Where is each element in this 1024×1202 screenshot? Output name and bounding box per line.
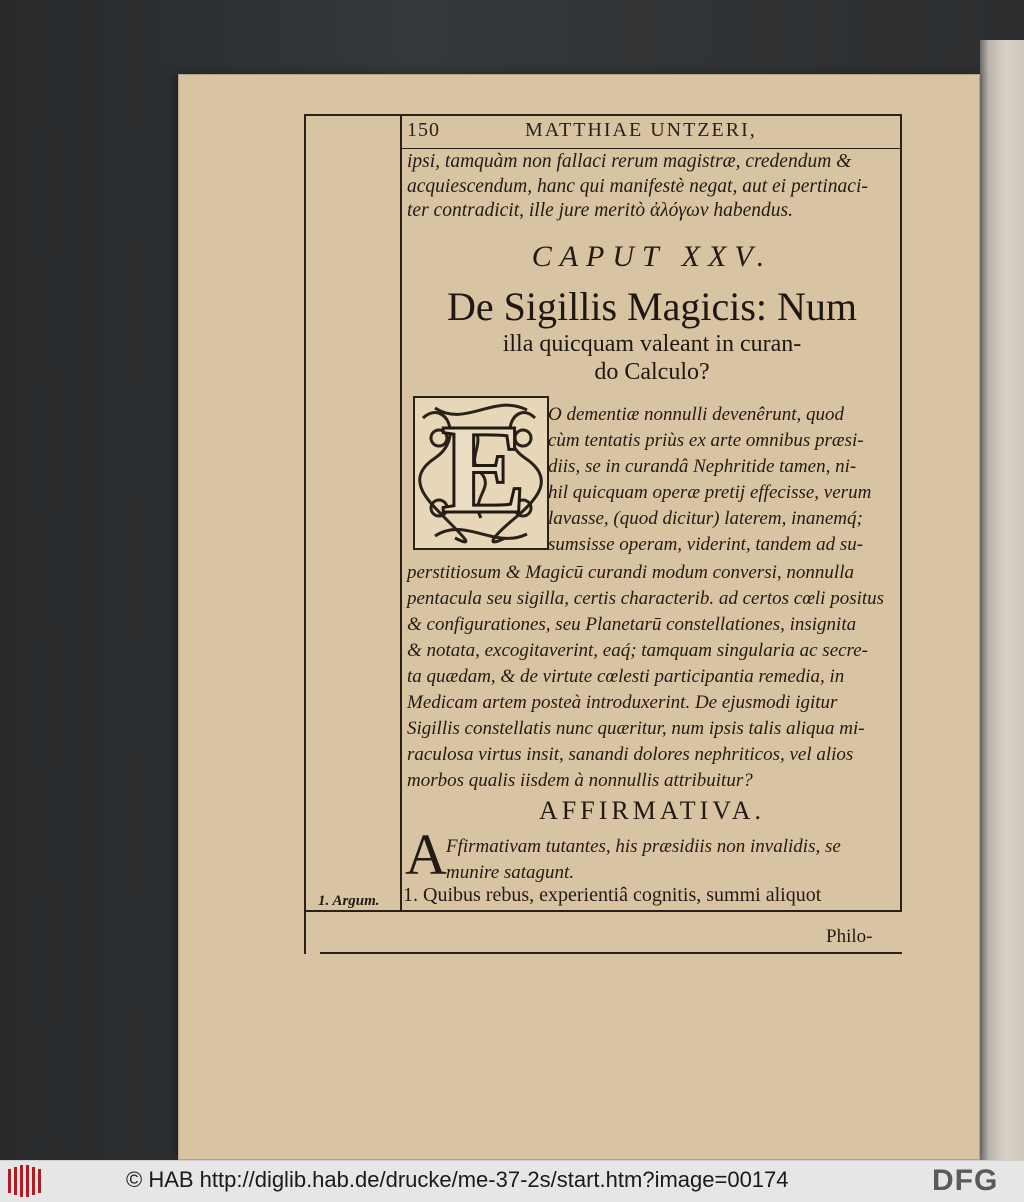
chapter-title-line: illa quicquam valeant in curan- [502,331,802,357]
ornamental-initial [413,396,549,550]
chapter-title [407,284,897,386]
adjacent-page-edge [980,40,1024,1160]
hab-logo-icon [6,1165,46,1197]
body-line: raculosa virtus insit, sanandi dolores nephriticos, vel alios [407,744,854,765]
frame-bottom-rule [320,952,902,954]
argument-line: 1. Quibus rebus, experientiâ cognitis, summi aliquot [403,884,822,906]
text-line: ipsi, tamquàm non fallaci rerum magistræ, credendum & [407,151,852,172]
body-line: pentacula seu sigilla, certis characterib. ad certos cœli positus [407,588,885,609]
drop-cap-letter: E [441,398,527,540]
body-line: & configurationes, seu Planetarū constellationes, insignita [407,614,857,635]
frame-text-bottom-rule [304,910,902,912]
running-head [407,117,897,147]
body-line: Medicam artem posteà introduxerint. De ejusmodi igitur [407,692,838,713]
body-line: ta quædam, & de virtute cœlesti participantia remedia, in [407,666,845,687]
text-line: acquiescendum, hanc qui manifestè negat, aut ei pertinaci- [407,175,868,197]
dropcap-line: sumsisse operam, viderint, tandem ad su- [548,534,864,555]
catchword: Philo- [826,926,873,947]
body-line: munire satagunt. [446,862,575,883]
top-paragraph [407,150,897,224]
dropcap-line: cùm tentatis priùs ex arte omnibus præsi- [548,430,864,451]
body-line: Sigillis constellatis nunc quæritur, num ipsis talis aliqua mi- [407,718,865,739]
initial-letter: A [405,822,447,887]
section-heading: AFFIRMATIVA. [539,796,765,825]
text-line: ter contradicit, ille jure meritò ἀλόγων habendus. [407,200,794,221]
footer-bar [0,1160,1024,1202]
frame-head-rule [400,148,902,149]
dfg-logo: DFG [932,1164,999,1197]
page-number: 150 [407,119,440,141]
body-line: Ffirmativam tutantes, his præsidiis non invalidis, se [446,836,841,857]
body-line: morbos qualis iisdem à nonnullis attribuitur? [407,770,753,791]
body-line: & notata, excogitaverint, eaq́; tamquam singularia ac secre- [407,640,869,661]
chapter-number: CAPUT XXV. [531,240,773,273]
body-line: perstitiosum & Magicū curandi modum conversi, nonnulla [407,562,854,583]
dropcap-line: hil quicquam operæ pretij effecisse, verum [548,482,872,503]
frame-right-rule [900,114,902,912]
frame-left-outer-rule [304,114,306,954]
chapter-title-line: do Calculo? [594,359,710,385]
dropcap-line: O dementiæ nonnulli devenêrunt, quod [548,404,845,425]
margin-note: 1. Argum. [318,893,380,909]
frame-left-inner-rule [400,114,402,910]
chapter-title-line: De Sigillis Magicis: Num [447,284,857,329]
running-title: MATTHIAE UNTZERI, [525,119,757,141]
dropcap-line: lavasse, (quod dicitur) laterem, inanemq́; [548,508,863,529]
frame-top-rule [304,114,902,116]
copyright-link[interactable]: © HAB http://diglib.hab.de/drucke/me-37-2s/start.htm?image=00174 [126,1167,789,1192]
dropcap-line: diis, se in curandâ Nephritide tamen, ni- [548,456,857,477]
